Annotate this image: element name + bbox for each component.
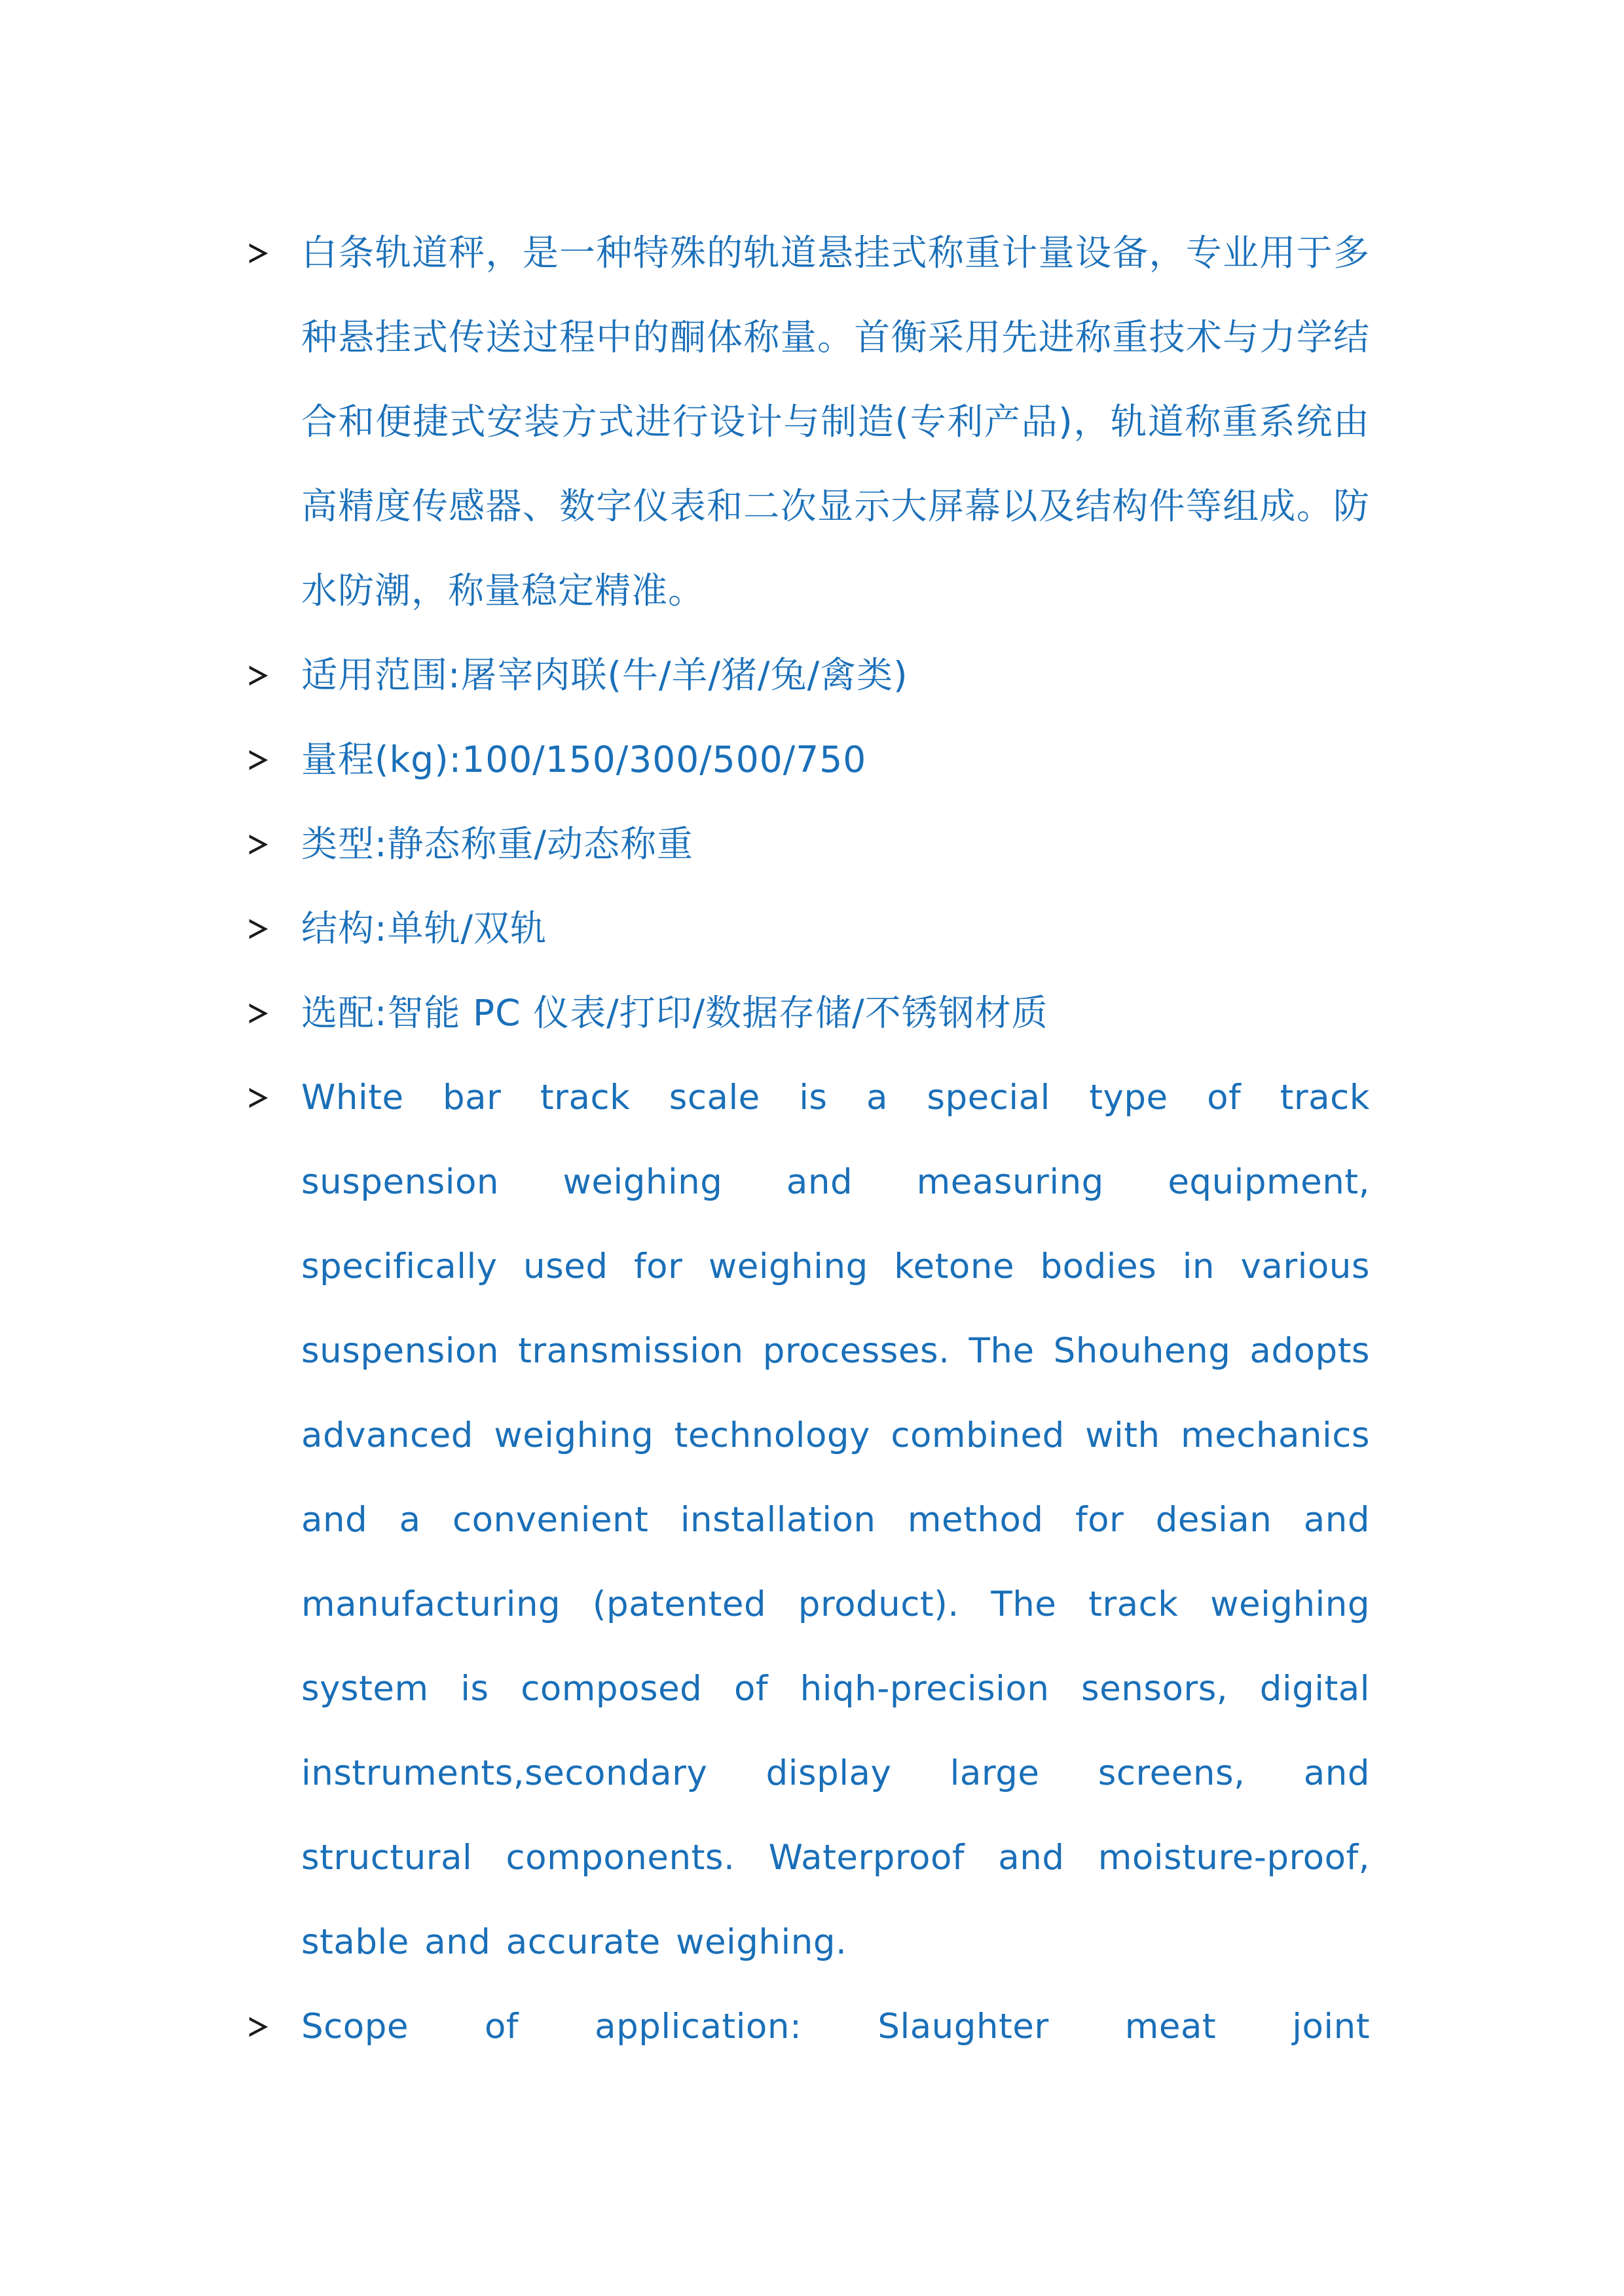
bullet-item xyxy=(244,1055,1370,1984)
bullet-text: 类型:静态称重/动态称重 xyxy=(301,823,694,865)
bullet-item xyxy=(244,633,1370,718)
arrowhead-bullet-icon xyxy=(244,211,272,295)
bullet-text: White bar track scale is a special type of track suspension weighing and measuring equipment, specifically used for weighing ketone bodies in various suspension transmission processes. The Shouheng adopts advanced weighing technology combined with mechanics and a convenient installation method for desian and manufacturing (patented product). The track weighing system is composed of hiqh-precision sensors, digital instruments,secondary display large screens, and structural components. Waterproof and moisture-proof, stable and accurate weighing. xyxy=(301,1078,1370,1962)
bullet-text: 选配:智能 PC 仪表/打印/数据存储/不锈钢材质 xyxy=(301,992,1048,1034)
bullet-item xyxy=(244,802,1370,886)
arrowhead-bullet-icon xyxy=(244,886,272,971)
bullet-item xyxy=(244,1984,1370,2069)
arrowhead-bullet-icon xyxy=(244,1984,272,2069)
bullet-item xyxy=(244,211,1370,633)
bullet-list xyxy=(244,211,1370,2069)
arrowhead-bullet-icon xyxy=(244,971,272,1055)
bullet-text: 白条轨道秤，是一种特殊的轨道悬挂式称重计量设备，专业用于多种悬挂式传送过程中的酮体称量。首衡采用先进称重技术与力学结合和便捷式安装方式进行设计与制造(专利产品)，轨道称重系统由高精度传感器、数字仪表和二次显示大屏幕以及结构件等组成。防水防潮，称量稳定精准。 xyxy=(301,232,1370,611)
bullet-text: 量程(kg):100/150/300/500/750 xyxy=(301,738,867,780)
bullet-text: 结构:单轨/双轨 xyxy=(301,907,547,949)
bullet-item xyxy=(244,718,1370,802)
arrowhead-bullet-icon xyxy=(244,1055,272,1140)
bullet-text: Scope of application: Slaughter meat joint xyxy=(301,2007,1370,2047)
arrowhead-bullet-icon xyxy=(244,718,272,802)
bullet-item xyxy=(244,971,1370,1055)
arrowhead-bullet-icon xyxy=(244,802,272,886)
bullet-item xyxy=(244,886,1370,971)
arrowhead-bullet-icon xyxy=(244,633,272,718)
bullet-text: 适用范围:屠宰肉联(牛/羊/猪/兔/禽类) xyxy=(301,654,908,696)
